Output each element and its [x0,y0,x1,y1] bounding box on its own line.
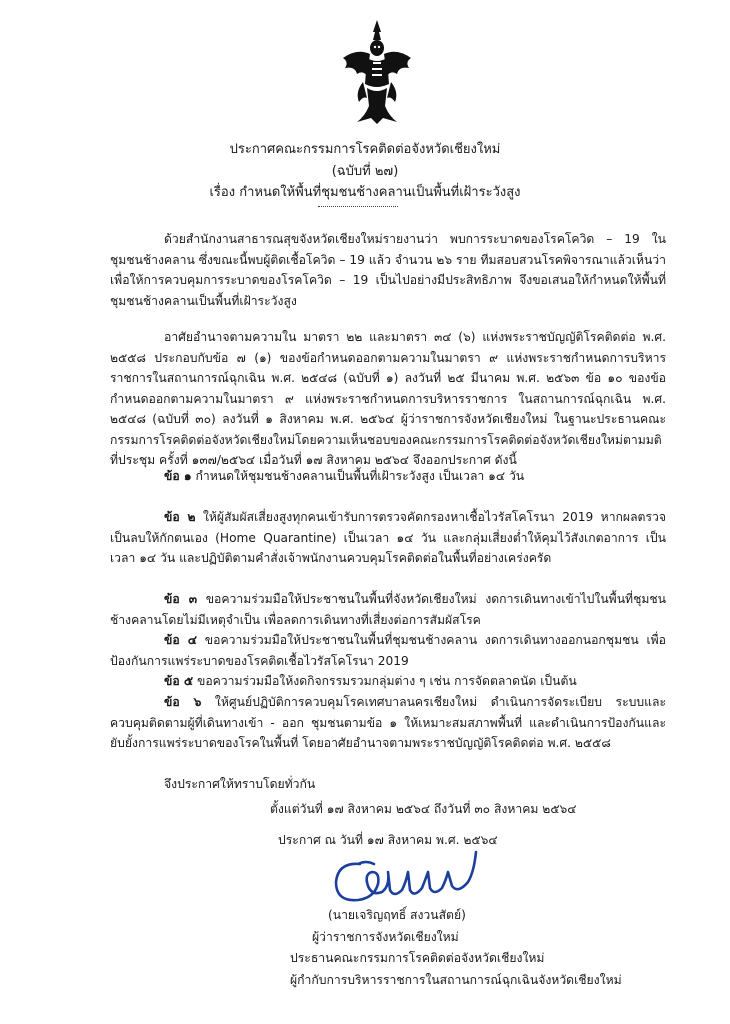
clause-3 [110,589,666,630]
clause-text: ขอความร่วมมือให้ประชาชนในพื้นที่ชุมชนช้างคลาน งดการเดินทางออกนอกชุมชน เพื่อป้องกันการแพร่ระบาดของโรคติดเชื้อไวรัสโคโรนา 2019 [110,633,666,668]
garuda-emblem-icon [337,18,417,126]
signatory-position: ผู้กำกับการบริหารราชการในสถานการณ์ฉุกเฉินจังหวัดเชียงใหม่ [290,972,622,987]
clause-text: ขอความร่วมมือให้ประชาชนในพื้นที่จังหวัดเชียงใหม่ งดการเดินทางเข้าไปในพื้นที่ชุมชนช้างคลานโดยไม่มีเหตุจำเป็น เพื่อลดการเดินทางที่เสี่ยงต่อการสัมผัสโรค [110,592,666,627]
clause-label: ข้อ ๖ [164,695,202,709]
effective-date-range: ตั้งแต่วันที่ ๑๗ สิงหาคม ๒๕๖๔ ถึงวันที่ ๓๐ สิงหาคม ๒๕๖๔ [270,802,577,816]
clause-6 [110,692,666,754]
clause-1 [110,466,666,487]
handwritten-signature [318,842,498,908]
closing-statement: จึงประกาศให้ทราบโดยทั่วกัน [164,777,316,791]
clause-5 [110,671,666,692]
clause-label: ข้อ ๓ [164,592,198,606]
announcement-subject: เรื่อง กำหนดให้พื้นที่ชุมชนช้างคลานเป็นพื้นที่เฝ้าระวังสูง [209,185,521,200]
signatory-block [290,905,690,991]
clause-label: ข้อ ๒ [164,510,196,524]
clause-label: ข้อ ๔ [164,633,198,647]
clause-text: กำหนดให้ชุมชนช้างคลานเป็นพื้นที่เฝ้าระวังสูง เป็นเวลา ๑๔ วัน [191,469,525,483]
announcement-issue-number: (ฉบับที่ ๒๗) [331,164,399,179]
clause-4 [110,630,666,671]
announcement-title: ประกาศคณะกรรมการโรคติดต่อจังหวัดเชียงใหม่ [229,142,501,157]
clause-label: ข้อ ๑ [164,469,192,483]
signatory-position: ผู้ว่าราชการจังหวัดเชียงใหม่ [312,929,459,944]
authority-paragraph: อาศัยอำนาจตามความใน มาตรา ๒๒ และมาตรา ๓๔ (๖) แห่งพระราชบัญญัติโรคติดต่อ พ.ศ. ๒๕๕๘ ประกอบกับข้อ ๗ (๑) ของข้อกำหนดออกตามความในมาตรา ๙ แห่งพระราชกำหนดการบริหารราชการในสถานการณ์ฉุกเฉิน พ.ศ. ๒๕๔๘ (ฉบับที่ ๑) ลงวันที่ ๒๕ มีนาคม พ.ศ. ๒๕๖๓ ข้อ ๑๐ ของข้อกำหนดออกตามความในมาตรา ๙ แห่งพระราชกำหนดการบริหารราชการ ในสถานการณ์ฉุกเฉิน พ.ศ. ๒๕๔๘ (ฉบับที่ ๓๐) ลงวันที่ ๑ สิงหาคม พ.ศ. ๒๕๖๔ ผู้ว่าราชการจังหวัดเชียงใหม่ ในฐานะประธานคณะกรรมการโรคติดต่อจังหวัดเชียงใหม่โดยความเห็นชอบของคณะกรรมการโรคติดต่อจังหวัดเชียงใหม่ตามมติที่ประชุม ครั้งที่ ๑๓๗/๒๕๖๔ เมื่อวันที่ ๑๗ สิงหาคม ๒๕๖๔ จึงออกประกาศ ดังนี้ [110,330,666,467]
announcement-date: ประกาศ ณ วันที่ ๑๗ สิงหาคม พ.ศ. ๒๕๖๔ [278,833,498,847]
signatory-position: ประธานคณะกรรมการโรคติดต่อจังหวัดเชียงใหม่ [290,951,545,965]
clause-text: ให้ผู้สัมผัสเสี่ยงสูงทุกคนเข้ารับการตรวจคัดกรองหาเชื้อไวรัสโคโรนา 2019 หากผลตรวจเป็นลบให้กักตนเอง (Home Quarantine) เป็นเวลา ๑๔ วัน และกลุ่มเสี่ยงต่ำให้คุมไว้สังเกตอาการ เป็นเวลา ๑๔ วัน และปฏิบัติตามคำสั่งเจ้าพนักงานควบคุมโรคติดต่อในพื้นที่อย่างเคร่งครัด [110,510,666,565]
clause-text: ให้ศูนย์ปฏิบัติการควบคุมโรคเทศบาลนครเชียงใหม่ ดำเนินการจัดระเบียบ ระบบและควบคุมติดตามผู้ที่เดินทางเข้า - ออก ชุมชนตามข้อ ๑ ให้เหมาะสมสภาพพื้นที่ และดำเนินการป้องกันและยับยั้งการแพร่ระบาดของโรคในพื้นที่ โดยอาศัยอำนาจตามพระราชบัญญัติโรคติดต่อ พ.ศ. ๒๕๕๘ [110,695,666,750]
clause-2 [110,507,666,569]
clause-label: ข้อ ๕ [164,674,194,688]
header-divider [318,206,398,207]
signatory-name: (นายเจริญฤทธิ์ สงวนสัตย์) [328,908,466,922]
intro-paragraph: ด้วยสำนักงานสาธารณสุขจังหวัดเชียงใหม่รายงานว่า พบการระบาดของโรคโควิด – 19 ในชุมชนช้างคลาน ซึ่งขณะนี้พบผู้ติดเชื้อโควิด – 19 แล้ว จำนวน ๒๖ ราย ทีมสอบสวนโรคพิจารณาแล้วเห็นว่า เพื่อให้การควบคุมการระบาดของโรคโควิด – 19 เป็นไปอย่างมีประสิทธิภาพ จึงขอเสนอให้กำหนดให้พื้นที่ชุมชนช้างคลานเป็นพื้นที่เฝ้าระวังสูง [110,232,666,308]
clause-text: ขอความร่วมมือให้งดกิจกรรมรวมกลุ่มต่าง ๆ เช่น การจัดตลาดนัด เป็นต้น [193,674,577,688]
